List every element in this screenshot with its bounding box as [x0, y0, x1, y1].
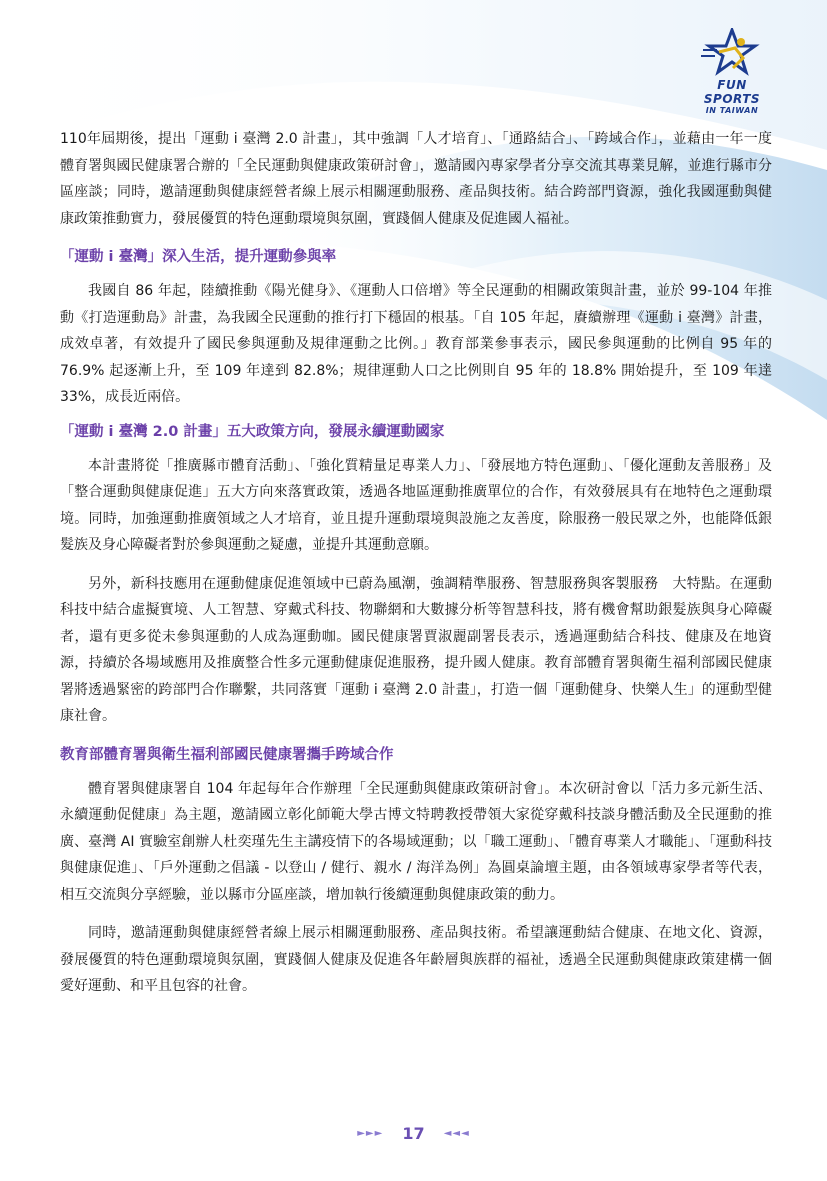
paragraph-policy: 本計畫將從「推廣縣市體育活動」、「強化質精量足專業人力」、「發展地方特色運動」、「優化運動友善服務」及「整合運動與健康促進」五大方向來落實政策，透過各地區運動推廣單位的合作，有效發展具有在地特色之運動環境。同時，加強運動推廣領域之人才培育，並且提升運動環境與設施之友善度，除服務一般民眾之外，也能降低銀髮族及身心障礙者對於參與運動之疑慮，並提升其運動意願。 [60, 457, 772, 553]
paragraph-closing: 同時，邀請運動與健康經營者線上展示相關運動服務、產品與技術。希望讓運動結合健康、在地文化、資源，發展優質的特色運動環境與氛圍，實踐個人健康及促進各年齡層與族群的福祉，透過全民運動與健康政策建構一個愛好運動、和平且包容的社會。 [60, 925, 772, 994]
section-heading-2: 「運動 i 臺灣 2.0 計畫」五大政策方向，發展永續運動國家 [60, 423, 445, 440]
section-heading-3: 教育部體育署與衛生福利部國民健康署攜手跨域合作 [60, 746, 394, 763]
runner-star-icon [697, 28, 767, 76]
logo-text-sub: IN TAIWAN [705, 106, 759, 115]
paragraph-conference: 體育署與健康署自 104 年起每年合作辦理「全民運動與健康政策研討會」。本次研討會以「活力多元新生活、永續運動促健康」為主題，邀請國立彰化師範大學古博文特聘教授帶領大家從穿戴科技談身體活動及全民運動的推廣、臺灣 AI 實驗室創辦人杜奕瑾先生主講疫情下的各場域運動；以「職工運動」、「體育專業人才職能」、「運動科技與健康促進」、「戶外運動之倡議 - 以登山 / 健行、親水 / 海洋為例」為圓桌論壇主題，由各領域專家學者等代表，相互交流與分享經驗，並以縣市分區座談，增加執行後續運動與健康政策的動力。 [60, 780, 772, 903]
section-heading-1: 「運動 i 臺灣」深入生活，提升運動參與率 [60, 249, 337, 265]
footer-arrows-right: ◄◄◄ [443, 1128, 470, 1139]
paragraph-intro: 110年屆期後，提出「運動 i 臺灣 2.0 計畫」，其中強調「人才培育」、「通路結合」、「跨域合作」，並藉由一年一度體育署與國民健康署合辦的「全民運動與健康政策研討會」，邀請國內專家學者分享交流其專業見解，並進行縣市分區座談；同時，邀請運動與健康經營者線上展示相關運動服務、產品與技術。結合跨部門資源，強化我國運動與健康政策推動實力，發展優質的特色運動環境與氛圍，實踐個人健康及促進國人福祉。 [60, 131, 772, 227]
page-footer [0, 1123, 827, 1143]
footer-arrows-left: ►►► [357, 1128, 384, 1139]
logo-text-main: FUN SPORTS [703, 78, 761, 106]
article-body [60, 126, 772, 1000]
page-number: 17 [402, 1124, 425, 1143]
fun-sports-logo [687, 28, 777, 115]
paragraph-participation: 我國自 86 年起，陸續推動《陽光健身》、《運動人口倍增》等全民運動的相關政策與計畫，並於 99-104 年推動《打造運動島》計畫，為我國全民運動的推行打下穩固的根基。「自 105 年起，賡續辦理《運動 i 臺灣》計畫，成效卓著，有效提升了國民參與運動及規律運動之比例。」教育部業參事表示，國民參與運動的比例自 95 年的 76.9% 起逐漸上升，至 109 年達到 82.8%；規律運動人口之比例則自 95 年的 18.8% 開始提升，至 109 年達 33%，成長近兩倍。 [60, 283, 772, 405]
paragraph-technology: 另外，新科技應用在運動健康促進領域中已蔚為風潮，強調精準服務、智慧服務與客製服務 大特點。在運動科技中結合虛擬實境、人工智慧、穿戴式科技、物聯網和大數據分析等智慧科技，將有機會幫助銀髮族與身心障礙者，還有更多從未參與運動的人成為運動咖。國民健康署賈淑麗副署長表示，透過運動結合科技、健康及在地資源，持續於各場域應用及推廣整合性多元運動健康促進服務，提升國人健康。教育部體育署與衛生福利部國民健康署將透過緊密的跨部門合作聯繫，共同落實「運動 i 臺灣 2.0 計畫」，打造一個「運動健身、快樂人生」的運動型健康社會。 [60, 575, 772, 724]
